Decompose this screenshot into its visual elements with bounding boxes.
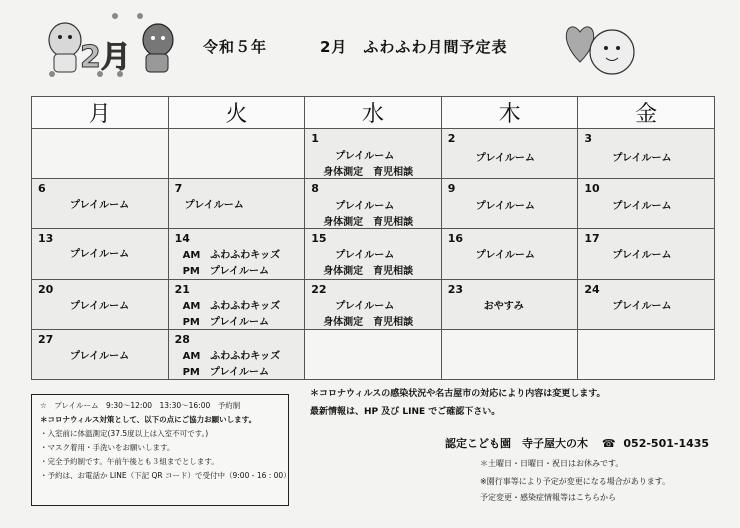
event-line: おやすみ — [483, 300, 524, 312]
day-number: 24 — [584, 282, 600, 296]
event-line: プレイルーム — [335, 300, 395, 312]
weekday-header-row — [32, 97, 715, 129]
calendar-cell — [578, 229, 715, 279]
calendar-cell — [578, 179, 715, 229]
week-row — [32, 129, 715, 179]
event-line: AM ふわふわキッズ — [182, 300, 281, 312]
event-line: PM プレイルーム — [182, 316, 269, 328]
event-line: PM プレイルーム — [182, 366, 269, 378]
note-item: ・入室前に体温測定(37.5度以上は入室不可です。) — [40, 429, 209, 438]
era-year: 令和５年 — [203, 38, 268, 56]
playroom-hours: ☆ プレイルーム 9:30～12:00 13:30～16:00 予約制 — [40, 401, 241, 410]
day-number: 6 — [38, 182, 46, 196]
week-row — [32, 329, 715, 379]
event-line: プレイルーム — [612, 201, 672, 213]
calendar-cell — [305, 179, 442, 229]
calendar-cell — [578, 129, 715, 179]
note-item: ・マスク着用・手洗いをお願いします。 — [40, 443, 175, 452]
event-line: プレイルーム — [70, 300, 130, 312]
calendar-cell — [168, 179, 305, 229]
event-line: AM ふわふわキッズ — [182, 350, 281, 362]
event-line: プレイルーム — [612, 153, 672, 164]
heart-mascot-illustration — [560, 12, 645, 84]
calendar-cell — [32, 229, 169, 279]
event-line: プレイルーム — [612, 250, 672, 262]
day-number: 20 — [38, 282, 54, 296]
day-number: 23 — [447, 282, 464, 296]
event-line: プレイルーム — [335, 151, 395, 162]
calendar-cell — [441, 129, 578, 179]
day-number: 15 — [311, 232, 327, 246]
weekday-thursday: 木 — [441, 97, 578, 129]
day-number: 28 — [174, 332, 190, 346]
note-item: ・完全予約制です。午前午後とも３組までとします。 — [40, 457, 219, 466]
event-line: プレイルーム — [335, 201, 395, 213]
page-title: 2月 ふわふわ月間予定表 — [320, 38, 508, 56]
day-number: 16 — [447, 232, 464, 246]
event-line: プレイルーム — [475, 250, 535, 262]
event-line: プレイルーム — [475, 201, 535, 213]
closed-days-note: ＊土曜日・日曜日・祝日はお休みです。 — [480, 459, 624, 468]
day-number: 22 — [311, 282, 327, 296]
phone-icon: ☎ — [601, 437, 616, 450]
event-line: 身体測定 育児相談 — [323, 217, 414, 229]
calendar-cell — [168, 229, 305, 279]
calendar-cell — [305, 229, 442, 279]
note-item: ・予約は、お電話か LINE（下記 QR コード）で受付中（9:00 - 16 : 00） — [40, 471, 291, 480]
phone-number[interactable]: 052-501-1435 — [623, 437, 710, 450]
week-row — [32, 229, 715, 279]
calendar-cell — [441, 279, 578, 329]
calendar-cell-empty — [441, 329, 578, 379]
calendar-cell-empty — [578, 329, 715, 379]
calendar-cell — [32, 179, 169, 229]
calendar-cell — [32, 329, 169, 379]
calendar-cell — [578, 279, 715, 329]
day-number: 27 — [38, 332, 54, 346]
covid-heading: ＊コロナウィルス対策として、以下の点にご協力お願いします。 — [40, 415, 257, 424]
calendar-cell-empty — [305, 329, 442, 379]
calendar-cell — [441, 229, 578, 279]
day-number: 10 — [584, 182, 600, 196]
week-row — [32, 179, 715, 229]
event-line: 身体測定 育児相談 — [323, 167, 414, 178]
event-line: 身体測定 育児相談 — [323, 316, 414, 328]
day-number: 14 — [174, 232, 190, 246]
week-row — [32, 279, 715, 329]
event-line: PM プレイルーム — [182, 266, 269, 278]
calendar-cell — [168, 329, 305, 379]
day-number: 17 — [584, 232, 600, 246]
calendar-cell — [305, 129, 442, 179]
covid-notice: ＊コロナウィルスの感染状況や名古屋市の対応により内容は変更します。 — [310, 389, 606, 399]
weekday-wednesday: 水 — [305, 97, 442, 129]
day-number: 8 — [311, 182, 319, 196]
event-line: プレイルーム — [70, 350, 130, 362]
contact-line — [445, 435, 709, 451]
calendar-cell — [441, 179, 578, 229]
weekday-monday: 月 — [32, 97, 169, 129]
event-line: AM ふわふわキッズ — [182, 250, 281, 262]
day-number: 21 — [174, 282, 190, 296]
day-number: 3 — [584, 132, 593, 145]
weekday-tuesday: 火 — [168, 97, 305, 129]
weekday-friday: 金 — [578, 97, 715, 129]
day-number: 7 — [174, 182, 183, 196]
calendar-cell — [168, 279, 305, 329]
day-number: 13 — [38, 232, 54, 246]
calendar-cell-empty — [32, 129, 169, 179]
event-line: 身体測定 育児相談 — [323, 266, 414, 278]
event-line: プレイルーム — [70, 249, 130, 261]
day-number: 1 — [311, 132, 319, 145]
calendar-cell — [305, 279, 442, 329]
event-line: プレイルーム — [612, 300, 672, 312]
event-line: プレイルーム — [184, 200, 244, 212]
calendar-cell-empty — [168, 129, 305, 179]
latest-info-notice: 最新情報は、HP 及び LINE でご確認下さい。 — [310, 407, 501, 417]
calendar-cell — [32, 279, 169, 329]
org-name: 認定こども園 寺子屋大の木 — [445, 437, 588, 450]
event-line: プレイルーム — [70, 200, 130, 212]
more-info-link[interactable]: 予定変更・感染症情報等はこちらから — [480, 493, 616, 502]
day-number: 2 — [447, 132, 456, 145]
day-number: 9 — [447, 182, 456, 196]
calendar-table — [31, 96, 715, 380]
schedule-change-note: ※園行事等により予定が変更になる場合があります。 — [480, 477, 671, 486]
notes-box — [31, 394, 289, 506]
event-line: プレイルーム — [335, 250, 395, 262]
month-badge: 2月 — [80, 40, 131, 75]
event-line: プレイルーム — [475, 153, 535, 164]
